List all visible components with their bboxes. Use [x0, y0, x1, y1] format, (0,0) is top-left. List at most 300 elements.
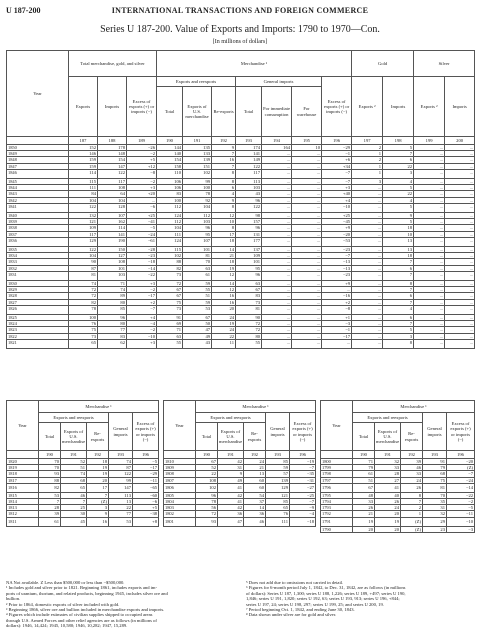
year-cell: 1809: [164, 465, 196, 471]
value-cell: 71: [353, 459, 375, 465]
col-header: Imports: [445, 77, 475, 137]
value-cell: 24: [212, 327, 236, 333]
year-cell: 1810: [164, 459, 196, 465]
value-cell: ...: [262, 157, 292, 163]
value-cell: ...: [414, 225, 445, 231]
value-cell: 8: [212, 169, 236, 178]
value-cell: −8: [322, 305, 352, 314]
year-cell: 1840: [7, 213, 69, 219]
value-cell: ...: [352, 327, 383, 333]
value-cell: 76: [69, 321, 98, 327]
value-cell: −19: [290, 459, 316, 465]
value-cell: ...: [445, 293, 475, 299]
col-header: Imports: [98, 77, 127, 137]
value-cell: −27: [290, 483, 316, 492]
value-cell: 16: [212, 299, 236, 305]
value-cell: 150: [98, 247, 127, 253]
value-cell: ...: [445, 145, 475, 151]
value-cell: 178: [98, 145, 127, 151]
value-cell: ...: [352, 253, 383, 259]
value-cell: ...: [414, 315, 445, 321]
year-cell: 1838: [7, 225, 69, 231]
series-number-cell: 191: [183, 137, 212, 145]
value-cell: 101: [236, 259, 262, 265]
value-cell: 102: [157, 253, 183, 259]
value-cell: 67: [183, 315, 212, 321]
value-cell: −5: [133, 459, 159, 465]
value-cell: 8: [212, 203, 236, 212]
value-cell: 95: [183, 231, 212, 237]
value-cell: ...: [322, 339, 352, 348]
value-cell: 19: [212, 321, 236, 327]
value-cell: ...: [262, 259, 292, 265]
value-cell: 5: [383, 327, 414, 333]
value-cell: 10: [292, 145, 322, 151]
year-cell: 1790: [321, 526, 353, 532]
year-cell: 1842: [7, 197, 69, 203]
value-cell: 121: [69, 219, 98, 225]
value-cell: 48: [353, 492, 375, 498]
value-cell: ...: [414, 259, 445, 265]
value-cell: 39: [39, 511, 61, 517]
col-header: Exports of U.S. merchandise: [61, 423, 87, 451]
value-cell: ...: [262, 293, 292, 299]
value-cell: 55: [183, 287, 212, 293]
value-cell: 114: [98, 225, 127, 231]
value-cell: 88: [39, 477, 61, 483]
value-cell: ...: [352, 305, 383, 314]
value-cell: 7: [383, 259, 414, 265]
value-cell: 29: [423, 517, 447, 526]
value-cell: +3: [127, 339, 157, 348]
value-cell: −10: [447, 517, 475, 526]
footnote-line: ⁴ Figures which include estimates of civilian supplies shipped to occupied areas: [6, 612, 153, 618]
year-cell: 1796: [321, 483, 353, 492]
value-cell: ...: [262, 339, 292, 348]
value-cell: 147: [98, 163, 127, 169]
value-cell: 112: [183, 213, 212, 219]
value-cell: 65: [69, 339, 98, 348]
footnote-line: ⁸ Data shown under silver are for gold and silver.: [246, 612, 337, 618]
value-cell: 50: [183, 321, 212, 327]
value-cell: 6: [383, 265, 414, 271]
value-cell: ...: [292, 237, 322, 246]
value-cell: 7: [401, 499, 423, 505]
value-cell: −41: [127, 219, 157, 225]
col-header: Exports of U.S. merchandise: [183, 87, 212, 137]
footnote-line: ³ Beginning 1866, silver ore and bullion included in merchandise exports and imports.: [6, 607, 165, 613]
value-cell: 100: [69, 315, 98, 321]
year-cell: 1816: [7, 483, 39, 492]
value-cell: 67: [353, 483, 375, 492]
year-header: Year: [321, 401, 353, 451]
value-cell: 18: [383, 253, 414, 259]
value-cell: ...: [262, 305, 292, 314]
year-cell: 1802: [164, 511, 196, 517]
value-cell: ...: [445, 315, 475, 321]
value-cell: 87: [109, 465, 133, 471]
value-cell: +6: [322, 157, 352, 163]
year-cell: 1807: [164, 477, 196, 483]
value-cell: ...: [292, 185, 322, 191]
year-cell: 1833: [7, 259, 69, 265]
value-cell: 7: [61, 499, 87, 505]
footnote-line: of dollars): Series U 187, 1,300; series U 188, 1,226; series U 189, +497; series U 190,: [246, 590, 406, 596]
value-cell: ...: [414, 185, 445, 191]
value-cell: 103: [98, 271, 127, 280]
value-cell: 8: [383, 339, 414, 348]
value-cell: −7: [290, 465, 316, 471]
series-number-cell: 193: [266, 451, 290, 459]
value-cell: 31: [423, 505, 447, 511]
value-cell: 111: [69, 185, 98, 191]
value-cell: 24: [244, 459, 266, 465]
value-cell: ...: [292, 169, 322, 178]
series-row: [321, 451, 475, 459]
value-cell: 1: [401, 511, 423, 517]
value-cell: 6: [383, 293, 414, 299]
value-cell: −1: [322, 327, 352, 333]
year-cell: 1844: [7, 185, 69, 191]
value-cell: +9: [322, 281, 352, 287]
value-cell: 49: [183, 333, 212, 339]
value-cell: ...: [352, 185, 383, 191]
value-cell: 20: [375, 526, 401, 532]
value-cell: 47: [183, 327, 212, 333]
value-cell: ...: [292, 225, 322, 231]
value-cell: ...: [262, 203, 292, 212]
year-cell: 1795: [321, 492, 353, 498]
value-cell: 81: [69, 271, 98, 280]
bottom-table-3: [320, 400, 475, 533]
value-cell: 13: [244, 471, 266, 477]
value-cell: ...: [352, 321, 383, 327]
year-cell: 1843: [7, 191, 69, 197]
value-cell: 33: [353, 499, 375, 505]
value-cell: ...: [445, 281, 475, 287]
value-cell: 85: [98, 305, 127, 314]
year-cell: 1801: [164, 517, 196, 526]
value-cell: 21: [244, 465, 266, 471]
value-cell: 3: [383, 169, 414, 178]
value-cell: ...: [414, 299, 445, 305]
col-header: Excess of exports (+) or imports (−): [133, 413, 159, 451]
value-cell: 51: [61, 465, 87, 471]
value-cell: 68: [423, 471, 447, 477]
value-cell: 70: [39, 459, 61, 465]
series-number-cell: 190: [39, 451, 61, 459]
value-cell: ...: [262, 271, 292, 280]
col-header: General imports: [423, 413, 447, 451]
value-cell: −9: [290, 505, 316, 511]
value-cell: 108: [196, 477, 218, 483]
series-number-cell: 190: [353, 451, 375, 459]
value-cell: 85: [266, 459, 290, 465]
value-cell: −7: [127, 305, 157, 314]
table-row: [321, 517, 475, 526]
value-cell: 7: [212, 163, 236, 169]
value-cell: 32: [375, 459, 401, 465]
series-number-cell: 192: [244, 451, 266, 459]
table-row: [164, 517, 316, 526]
value-cell: +2: [127, 299, 157, 305]
value-cell: (Z): [401, 517, 423, 526]
value-cell: 83: [157, 191, 183, 197]
value-cell: 108: [98, 185, 127, 191]
value-cell: −20: [447, 459, 475, 465]
value-cell: 144: [157, 145, 183, 151]
value-cell: 54: [244, 492, 266, 498]
value-cell: 26: [353, 505, 375, 511]
value-cell: 73: [69, 333, 98, 339]
value-cell: −2: [447, 499, 475, 505]
value-cell: 102: [183, 169, 212, 178]
value-cell: 102: [196, 483, 218, 492]
value-cell: 103: [183, 219, 212, 225]
value-cell: +5: [127, 157, 157, 163]
value-cell: 91: [157, 315, 183, 321]
value-cell: 129: [69, 237, 98, 246]
value-cell: 109: [236, 253, 262, 259]
value-cell: 8: [383, 281, 414, 287]
value-cell: −13: [322, 265, 352, 271]
value-cell: 72: [69, 293, 98, 299]
col-header: General imports: [109, 413, 133, 451]
value-cell: ...: [352, 225, 383, 231]
series-row: [7, 451, 159, 459]
table-row: [7, 483, 159, 492]
value-cell: ...: [414, 145, 445, 151]
year-cell: 1814: [7, 499, 39, 505]
value-cell: 64: [98, 191, 127, 197]
value-cell: 4: [212, 191, 236, 197]
value-cell: 18: [212, 259, 236, 265]
value-cell: ...: [445, 213, 475, 219]
col-header: Excess of exports (+) or imports (−): [447, 413, 475, 451]
value-cell: 60: [244, 477, 266, 483]
value-cell: (Z): [87, 499, 109, 505]
value-cell: 61: [183, 271, 212, 280]
value-cell: 1: [352, 151, 383, 157]
value-cell: 72: [69, 287, 98, 293]
value-cell: ...: [414, 203, 445, 212]
value-cell: −24: [127, 231, 157, 237]
value-cell: 51: [183, 293, 212, 299]
value-cell: 3: [87, 505, 109, 511]
col-header: Total: [196, 423, 218, 451]
value-cell: −38: [133, 511, 159, 517]
value-cell: 159: [69, 163, 98, 169]
value-cell: +25: [127, 213, 157, 219]
year-cell: 1794: [321, 499, 353, 505]
value-cell: 56: [196, 505, 218, 511]
merchandise-group-header: Merchandise ¹: [157, 51, 352, 77]
value-cell: ...: [352, 287, 383, 293]
value-cell: 22: [383, 191, 414, 197]
value-cell: 71: [157, 327, 183, 333]
value-cell: 115: [157, 247, 183, 253]
value-cell: −14: [127, 265, 157, 271]
year-cell: 1822: [7, 333, 69, 339]
footnote-line: through U.S. Armed Forces and other relief agencies are as follows (in millions of: [6, 617, 157, 623]
value-cell: 12: [212, 271, 236, 280]
value-cell: ...: [445, 225, 475, 231]
value-cell: 190: [98, 237, 127, 246]
footnote-line: bullion.: [6, 596, 21, 602]
value-cell: −20: [322, 231, 352, 237]
value-cell: ...: [262, 151, 292, 157]
value-cell: 4: [383, 197, 414, 203]
value-cell: ...: [262, 321, 292, 327]
value-cell: 3: [383, 333, 414, 339]
year-cell: 1799: [321, 465, 353, 471]
value-cell: 133: [183, 151, 212, 157]
value-cell: 83: [98, 333, 127, 339]
value-cell: 68: [61, 477, 87, 483]
value-cell: −29: [322, 145, 352, 151]
value-cell: 154: [157, 157, 183, 163]
value-cell: 108: [98, 259, 127, 265]
value-cell: ...: [292, 287, 322, 293]
value-cell: 33: [401, 471, 423, 477]
value-cell: 89: [98, 293, 127, 299]
footnote-line: ⁶ Figures for 6-month period July 1, 1842, to Dec. 31, 1842, are as follows (in millions: [246, 585, 406, 591]
value-cell: 104: [98, 197, 127, 203]
value-cell: +8: [133, 517, 159, 526]
year-cell: 1812: [7, 511, 39, 517]
value-cell: 113: [236, 179, 262, 185]
value-cell: 24: [375, 505, 401, 511]
value-cell: 117: [69, 231, 98, 237]
value-cell: ...: [414, 281, 445, 287]
value-cell: 131: [236, 231, 262, 237]
value-cell: 88: [157, 259, 183, 265]
value-cell: 96: [236, 225, 262, 231]
col-header: Exports: [69, 77, 98, 137]
value-cell: 93: [39, 471, 61, 477]
value-cell: −7: [290, 499, 316, 505]
value-cell: 10: [212, 219, 236, 225]
value-cell: 18: [383, 225, 414, 231]
value-cell: ...: [352, 265, 383, 271]
footnote-line: ports of uranium, thorium, and related products, beginning 1945, includes silver ore and: [6, 590, 168, 596]
value-cell: 8: [212, 225, 236, 231]
value-cell: 121: [266, 492, 290, 498]
value-cell: 81: [236, 305, 262, 314]
value-cell: −28: [127, 247, 157, 253]
running-title: INTERNATIONAL TRANSACTIONS AND FOREIGN COMMERCE: [111, 6, 369, 15]
header-row: [7, 401, 159, 413]
value-cell: ...: [352, 339, 383, 348]
value-cell: 14: [212, 281, 236, 287]
year-cell: 1817: [7, 477, 39, 483]
value-cell: 139: [183, 157, 212, 163]
value-cell: 74: [69, 281, 98, 287]
value-cell: 115: [69, 179, 98, 185]
col-header: Re-exports: [401, 423, 423, 451]
value-cell: 36: [218, 511, 244, 517]
top-table: [6, 50, 475, 349]
value-cell: −2: [127, 287, 157, 293]
footnote-line: ² Prior to 1864, domestic exports of silver included with gold.: [6, 601, 120, 607]
year-cell: 1806: [164, 483, 196, 492]
table-row: [7, 237, 475, 246]
value-cell: ...: [445, 339, 475, 348]
year-cell: 1815: [7, 492, 39, 498]
col-header: Exports ²: [414, 77, 445, 137]
value-cell: 57: [266, 471, 290, 477]
series-number-cell: [7, 137, 69, 145]
value-cell: 128: [98, 203, 127, 212]
col-header: Exports ²: [352, 77, 383, 137]
value-cell: 4: [383, 179, 414, 185]
series-number-cell: 193: [109, 451, 133, 459]
value-cell: 122: [98, 169, 127, 178]
value-cell: −3: [447, 526, 475, 532]
value-cell: ...: [352, 271, 383, 280]
year-header: Year: [7, 401, 39, 451]
value-cell: ...: [262, 281, 292, 287]
value-cell: 10: [383, 231, 414, 237]
series-number-cell: 191: [218, 451, 244, 459]
value-cell: 82: [39, 483, 61, 492]
value-cell: 19: [353, 517, 375, 526]
value-cell: 135: [183, 145, 212, 151]
value-cell: ...: [445, 259, 475, 265]
value-cell: 111: [266, 517, 290, 526]
value-cell: +12: [127, 163, 157, 169]
value-cell: 124: [157, 213, 183, 219]
value-cell: ...: [445, 169, 475, 178]
value-cell: 55: [157, 339, 183, 348]
value-cell: ...: [445, 299, 475, 305]
value-cell: 41: [218, 483, 244, 492]
value-cell: ...: [262, 247, 292, 253]
exports-reexports-header: Exports and reexports: [39, 413, 109, 423]
merchandise-group-header: Merchandise ¹: [39, 401, 159, 413]
value-cell: 30: [61, 511, 87, 517]
value-cell: 96: [183, 225, 212, 231]
value-cell: 53: [109, 517, 133, 526]
value-cell: 7: [383, 287, 414, 293]
value-cell: ...: [445, 265, 475, 271]
value-cell: 59: [183, 281, 212, 287]
value-cell: −7: [322, 179, 352, 185]
value-cell: −65: [133, 483, 159, 492]
footnote-line: dollars): 1946, 14,424; 1945, 10,580; 1946, 10,282; 1947, 15,289.: [6, 623, 128, 629]
series-row: [164, 451, 316, 459]
value-cell: 162: [98, 219, 127, 225]
col-header: Excess of exports (+) or imports (−): [127, 77, 157, 137]
value-cell: 73: [157, 271, 183, 280]
value-cell: 42: [218, 459, 244, 465]
value-cell: 127: [98, 253, 127, 259]
year-cell: 1825: [7, 315, 69, 321]
col-header: For warehouse: [292, 87, 322, 137]
value-cell: ...: [292, 163, 322, 169]
value-cell: 51: [353, 477, 375, 483]
general-imports-header: General imports: [236, 77, 322, 87]
value-cell: 6: [383, 315, 414, 321]
value-cell: 19: [212, 265, 236, 271]
value-cell: 148: [98, 151, 127, 157]
value-cell: ...: [292, 293, 322, 299]
value-cell: 20: [87, 477, 109, 483]
value-cell: 20: [353, 526, 375, 532]
value-cell: ...: [292, 157, 322, 163]
value-cell: ...: [414, 213, 445, 219]
year-cell: 1826: [7, 305, 69, 314]
